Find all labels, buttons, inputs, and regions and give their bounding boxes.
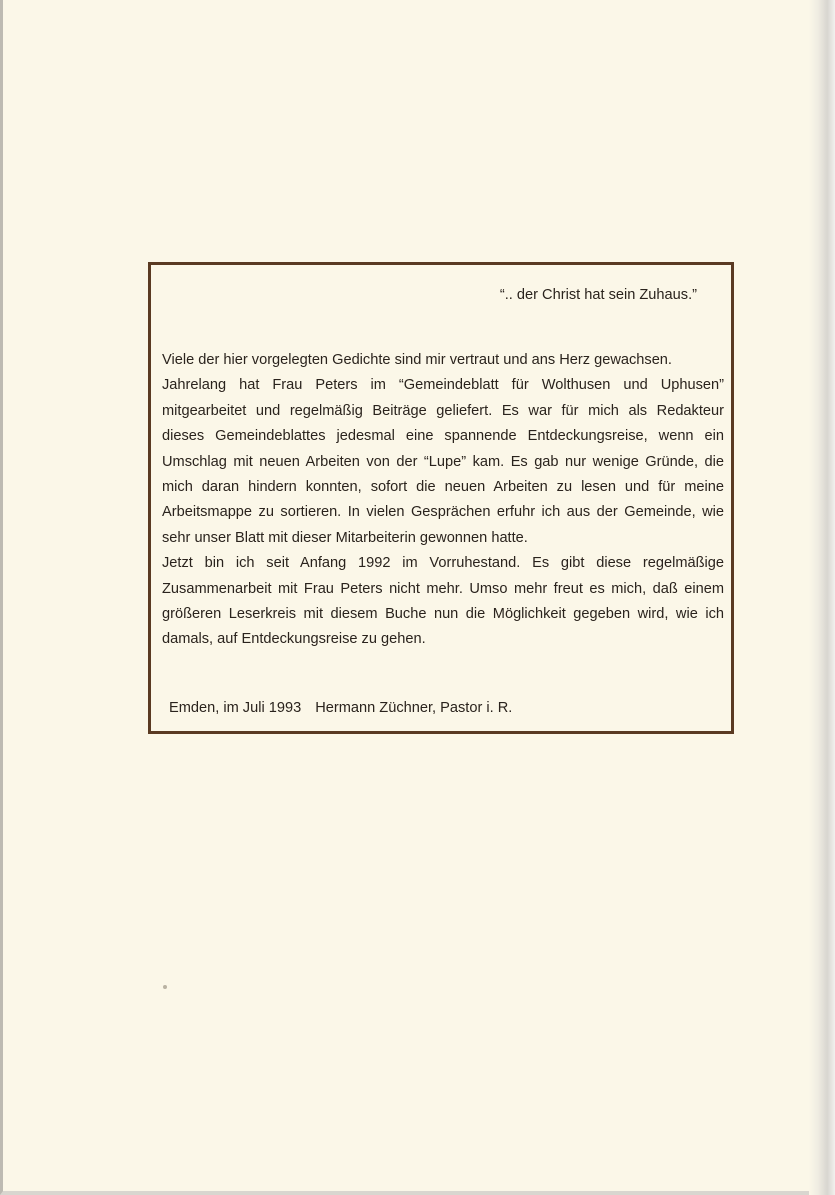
foreword-frame — [148, 262, 734, 734]
text-line: Viele der hier vorgelegten Gedichte sind mir vertraut und ans Herz gewachsen. — [162, 352, 672, 368]
text-line: größeren Leserkreis mit diesem Buche nun die Möglichkeit gegeben wird, wie ich — [162, 606, 724, 623]
signature-line — [169, 696, 512, 721]
page-edge-shadow — [809, 0, 835, 1195]
text-line: Zusammenarbeit mit Frau Peters nicht mehr. Umso mehr freut es mich, daß einem — [162, 580, 724, 597]
text-line: mich daran hindern konnten, sofort die neuen Arbeiten zu lesen und für meine — [162, 479, 724, 496]
motto-quote: “.. der Christ hat sein Zuhaus.” — [499, 287, 697, 303]
foreword-text — [162, 348, 724, 653]
text-line: Arbeitsmappe zu sortieren. In vielen Gesprächen erfuhr ich aus der Gemeinde, wie — [162, 504, 724, 521]
text-line: mitgearbeitet und regelmäßig Beiträge geliefert. Es war für mich als Redakteur — [162, 402, 724, 419]
text-line: damals, auf Entdeckungsreise zu gehen. — [162, 631, 426, 648]
text-line: sehr unser Blatt mit dieser Mitarbeiterin gewonnen hatte. — [162, 529, 528, 546]
signature-place-date: Emden, im Juli 1993 — [169, 700, 302, 716]
text-line: Jahrelang hat Frau Peters im “Gemeindeblatt für Wolthusen und Uphusen” — [162, 377, 724, 394]
paper-speck — [163, 985, 167, 989]
signature-author: Hermann Züchner, Pastor i. R. — [315, 700, 513, 716]
text-line: Jetzt bin ich seit Anfang 1992 im Vorruhestand. Es gibt diese regelmäßige — [162, 555, 724, 572]
text-line: Umschlag mit neuen Arbeiten von der “Lupe” kam. Es gab nur wenige Gründe, die — [162, 453, 724, 470]
text-line: dieses Gemeindeblattes jedesmal eine spannende Entdeckungsreise, wenn ein — [162, 428, 724, 445]
